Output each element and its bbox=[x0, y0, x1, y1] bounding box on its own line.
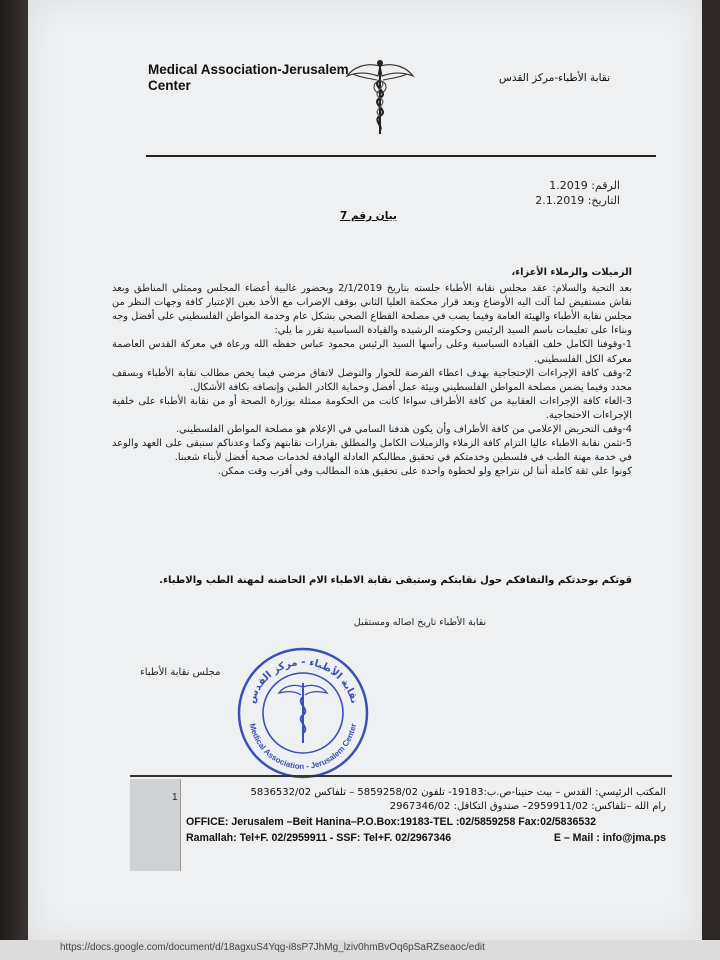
letter-body bbox=[112, 266, 632, 479]
document-url[interactable]: https://docs.google.com/document/d/18agxuS4Yqg-i8sP7JhMg_lziv0hmBvOq6pSaRZseaoc/edit bbox=[60, 942, 485, 953]
slogan: نقابة الأطباء تاريخ اصاله ومستقبل bbox=[353, 617, 487, 628]
paragraph-intro: بعد التحية والسلام: عقد مجلس نقابة الأطباء جلسته بتاريخ 2/1/2019 وبحضور غالبية أعضاء المجلس وممثلي المناطق وبعد نقاش مستفيض لما آلت اليه الأوضاع وبعد قرار محكمة العليا الثاني بوقف الإضراب مع الأخذ بعين الإعتبار كافة وجهات النظر من مجلس نقابة الأطباء والهيئة العامة وفيما يصب في مصلحة القطاع الصحي بشكل عام وخدمة المواطن الفلسطيني على أفضل وجه وبناءا على تعليمات باسم السيد الرئيس وحكومته الرشيده والقيادة السياسية تقرر ما يلي: bbox=[112, 283, 632, 337]
footer-address-ar-2: رام الله –تلفاكس: 2959911/02– صندوق التكافل: 2967346/02 bbox=[389, 801, 666, 812]
paragraph-item-1: 1-وقوفنا الكامل خلف القيادة السياسية وعلى رأسها السيد الرئيس محمود عباس حفظه الله ورعاة في معركة القدس العاصمة معركة الكل الفلسطيني. bbox=[112, 339, 632, 365]
url-bar bbox=[0, 940, 720, 960]
statement-title: بيان رقم 7 bbox=[340, 210, 397, 222]
org-name-en-line1: Medical Association-Jerusalem bbox=[148, 62, 349, 77]
paragraph-item-5: 5-تثمن نقابة الاطباء عاليا التزام كافة الزملاء والزميلات الكامل والمطلق بقرارات نقابتهم وكما وعدناكم سنبقى على العهد والوعد في خدمة مهنة الطب في فلسطين وخدمتكم في تحقيق مطالبكم العادلة الهادفة لخدمات صحية أفضل لأبناء شعبنا. bbox=[112, 438, 632, 464]
stamp-caduceus-icon bbox=[279, 683, 327, 743]
caduceus-icon bbox=[345, 58, 415, 138]
association-stamp bbox=[235, 645, 370, 780]
footer-address-en-2 bbox=[186, 830, 666, 846]
org-name-en-line2: Center bbox=[148, 78, 191, 93]
org-name-en bbox=[148, 62, 368, 94]
stamp-ring-text-en: Medical Association - Jerusalem Center bbox=[247, 722, 359, 772]
page-number: 1 bbox=[172, 792, 178, 803]
paragraph-item-3: 3-الغاء كافة الإجراءات العقابية من كافة الأطراف سواءا كانت من الحكومة ممثلة بوزارة الصحة أو من نقابة الأطباء على خلفية الإجراءات الاحتجاجية. bbox=[112, 395, 632, 421]
stamp-ring-text-ar: نقابة الأطباء - مركز القدس bbox=[246, 657, 360, 705]
photo-left-edge bbox=[0, 0, 28, 960]
closing-statement: قوتكم بوحدتكم والتفافكم حول نقابتكم وستبقى نقابة الاطباء الام الحاضنه لمهنة الطب والاطباء. bbox=[159, 575, 632, 586]
salutation: الزميلات والزملاء الأعزاء، bbox=[511, 267, 632, 278]
paragraph-item-4: 4-وقف التحريض الإعلامي من كافة الأطراف وأن يكون هدفنا السامي في الإعلام هو مصلحة المواطن الفلسطيني. bbox=[175, 424, 632, 436]
reference-number: الرقم: 1.2019 bbox=[549, 179, 620, 192]
footer-ramallah-contact: Ramallah: Tel+F. 02/2959911 - SSF: Tel+F. 02/2967346 bbox=[186, 832, 452, 844]
paragraph-assurance: كونوا على ثقة كاملة أننا لن نتراجع ولو لخطوة واحدة على تحقيق هذه المطالب وفي أقرب وقت ممكن. bbox=[217, 466, 632, 478]
paragraph-item-2: 2-وقف كافة الإجراءات الإحتجاجية بهدف اعطاء الفرصة للحوار والتوصل لاتفاق مرضي فيما يخص مطالب نقابة الأطباء وبسقف محدد وفيما يضمن مصلحة المواطن الفلسطيني وبيئة عمل أفضل وحماية الكادر الطبي وإنصافه بكافة الأشكال. bbox=[112, 367, 632, 393]
footer-address-en-1: OFFICE: Jerusalem –Beit Hanina–P.O.Box:19183-TEL :02/5859258 Fax:02/5836532 bbox=[186, 816, 597, 828]
photo-right-edge bbox=[702, 0, 720, 960]
document-date: التاريخ: 2.1.2019 bbox=[535, 194, 620, 207]
council-signature: مجلس نقابة الأطباء bbox=[140, 667, 221, 678]
letterhead-footer bbox=[186, 786, 666, 846]
document-meta bbox=[520, 178, 620, 208]
footer-address-ar-1: المكتب الرئيسي: القدس – بيت حنينا-ص.ب:19183- تلفون 5859258/02 – تلفاكس 5836532/02 bbox=[250, 787, 666, 798]
org-name-ar: نقابة الأطباء-مركز القدس bbox=[499, 72, 610, 84]
footer-email: E – Mail : info@jma.ps bbox=[553, 832, 666, 844]
header-divider bbox=[146, 155, 656, 157]
footer-divider bbox=[130, 775, 672, 777]
